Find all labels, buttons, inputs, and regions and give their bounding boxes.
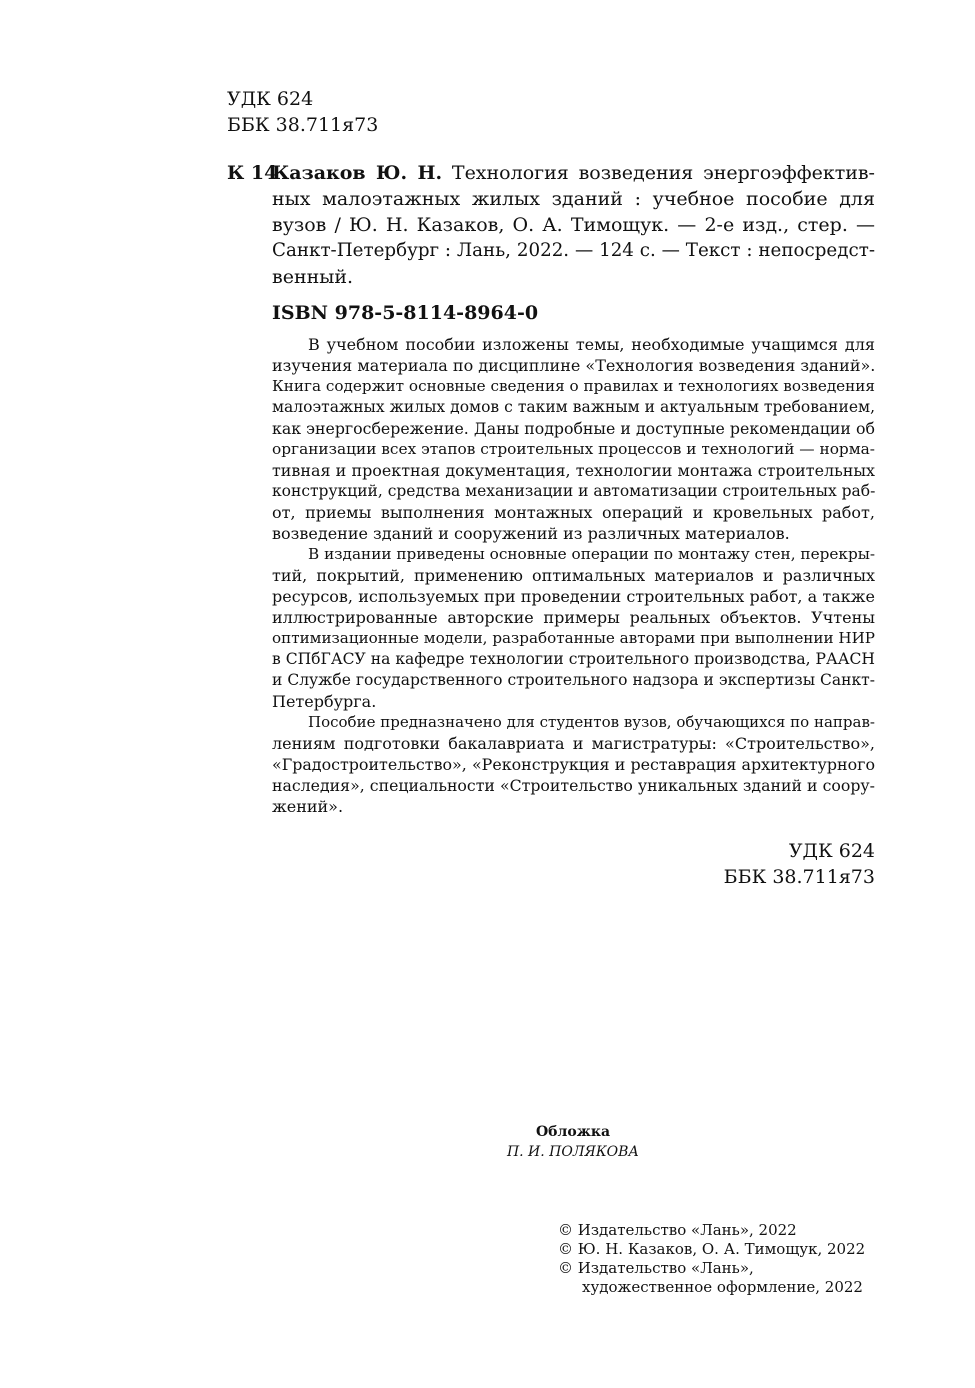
- bibliographic-description: [272, 160, 875, 290]
- annotation-line: как энергосбережение. Даны подробные и доступные рекомендации об: [272, 419, 875, 438]
- annotation-line: ресурсов, используемых при проведении строительных работ, а также: [272, 587, 875, 606]
- annotation-line: наследия», специальности «Строительство уникальных зданий и соору-: [272, 776, 875, 795]
- copyright-block: [558, 1221, 865, 1297]
- annotation-line: от, приемы выполнения монтажных операций и кровельных работ,: [272, 503, 875, 522]
- bbk-code: ББК 38.711я73: [227, 114, 379, 136]
- copyright-line: © Издательство «Лань»,: [558, 1259, 754, 1277]
- catalog-number: К 14: [227, 162, 278, 184]
- annotation-line: Пособие предназначено для студентов вузов, обучающихся по направ-: [308, 713, 875, 731]
- biblio-title-start: Технология возведения энергоэффектив-: [451, 162, 875, 184]
- annotation-line: возведение зданий и сооружений из различных материалов.: [272, 524, 790, 543]
- cover-label: Обложка: [535, 1124, 611, 1140]
- cover-designer: П. И. ПОЛЯКОВА: [506, 1144, 640, 1160]
- annotation-line: и Службе государственного строительного надзора и экспертизы Санкт-: [272, 671, 875, 689]
- annotation-line: малоэтажных жилых домов с таким важным и актуальным требованием,: [272, 398, 875, 416]
- annotation-line: В учебном пособии изложены темы, необходимые учащимся для: [308, 335, 875, 354]
- annotation-line: изучения материала по дисциплине «Технология возведения зданий».: [272, 356, 876, 375]
- annotation-line: лениям подготовки бакалавриата и магистратуры: «Строительство»,: [272, 734, 875, 753]
- copyright-line: © Издательство «Лань», 2022: [558, 1221, 797, 1239]
- biblio-line: венный.: [272, 266, 354, 288]
- biblio-line: Санкт-Петербург : Лань, 2022. — 124 с. — Текст : непосредст-: [272, 240, 875, 261]
- bottom-classification: [600, 838, 875, 890]
- annotation-line: Петербурга.: [272, 692, 377, 711]
- udk-code: УДК 624: [227, 88, 314, 110]
- copyright-line: © Ю. Н. Казаков, О. А. Тимощук, 2022: [558, 1240, 866, 1258]
- annotation-line: конструкций, средства механизации и автоматизации строительных раб-: [272, 482, 876, 500]
- author-name: Казаков Ю. Н.: [272, 162, 443, 184]
- annotation-line: тий, покрытий, применению оптимальных материалов и различных: [272, 566, 875, 585]
- isbn: ISBN 978-5-8114-8964-0: [272, 302, 539, 324]
- annotation-line: иллюстрированные авторские примеры реальных объектов. Учтены: [272, 608, 875, 627]
- annotation-line: тивная и проектная документация, технологии монтажа строительных: [272, 461, 875, 480]
- annotation-line: Книга содержит основные сведения о правилах и технологиях возведения: [272, 377, 875, 395]
- top-classification: [227, 86, 378, 138]
- annotation-line: В издании приведены основные операции по монтажу стен, перекры-: [308, 545, 875, 563]
- annotation-line: в СПбГАСУ на кафедре технологии строительного производства, РААСН: [272, 650, 875, 668]
- annotation-line: оптимизационные модели, разработанные авторами при выполнении НИР: [272, 629, 875, 647]
- biblio-line: [272, 160, 875, 186]
- cover-credit: [420, 1122, 726, 1162]
- copyright-line: художественное оформление, 2022: [582, 1278, 863, 1296]
- bbk-code: ББК 38.711я73: [723, 866, 875, 888]
- annotation-line: организации всех этапов строительных процессов и технологий — норма-: [272, 440, 875, 458]
- annotation-line: жений».: [272, 797, 344, 816]
- biblio-line: вузов / Ю. Н. Казаков, О. А. Тимощук. — 2-е изд., стер. —: [272, 214, 875, 236]
- annotation: [272, 334, 875, 817]
- udk-code: УДК 624: [788, 840, 875, 862]
- annotation-line: «Градостроительство», «Реконструкция и реставрация архитектурного: [272, 755, 875, 774]
- biblio-line: ных малоэтажных жилых зданий : учебное пособие для: [272, 188, 875, 210]
